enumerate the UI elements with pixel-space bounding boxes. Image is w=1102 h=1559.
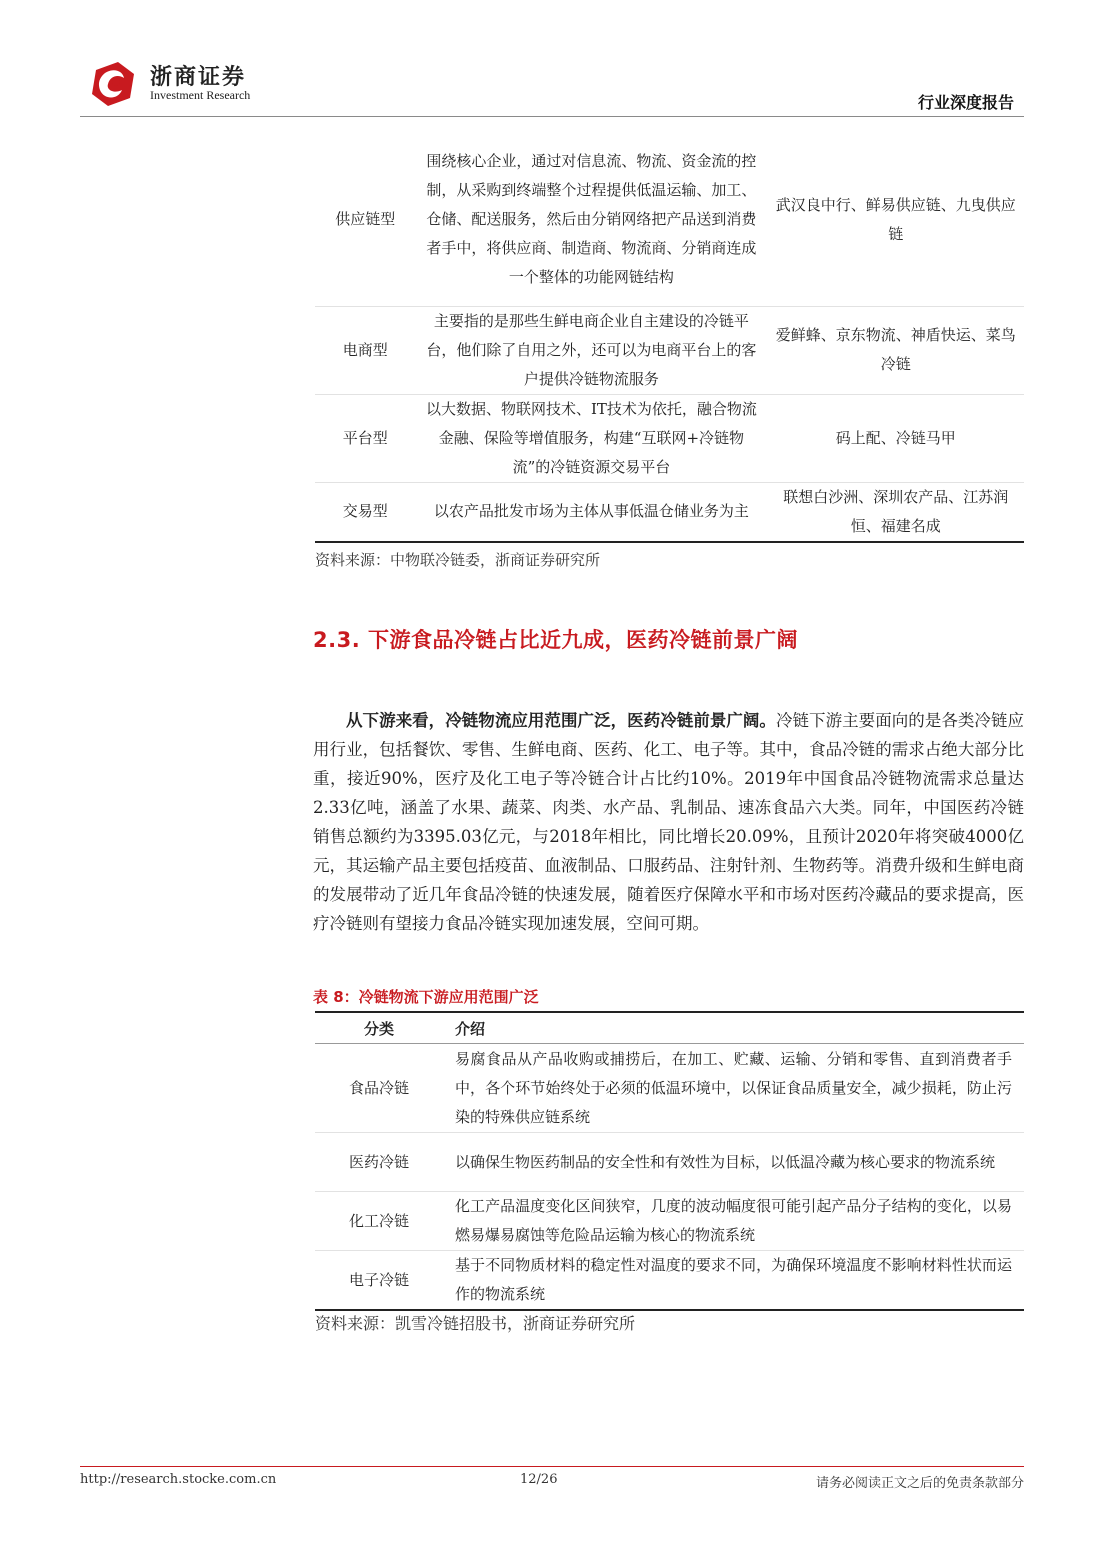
page-header [80,50,1024,116]
model-type: 电商型 [315,306,415,394]
table-row [315,482,1024,542]
model-type: 平台型 [315,394,415,482]
model-desc: 以农产品批发市场为主体从事低温仓储业务为主 [415,482,767,542]
model-type: 供应链型 [315,134,415,306]
model-desc: 以大数据、物联网技术、IT技术为依托，融合物流金融、保险等增值服务，构建“互联网+冷链物流”的冷链资源交易平台 [415,394,767,482]
footer-disclaimer: 请务必阅读正文之后的免责条款部分 [815,1476,1024,1491]
description-cell: 以确保生物医药制品的安全性和有效性为目标，以低温冷藏为核心要求的物流系统 [443,1133,1024,1192]
model-examples: 武汉良中行、鲜易供应链、九曳供应链 [767,134,1024,306]
model-desc: 围绕核心企业，通过对信息流、物流、资金流的控制，从采购到终端整个过程提供低温运输、加工、仓储、配送服务，然后由分销网络把产品送到消费者手中，将供应商、制造商、物流商、分销商连成一个整体的功能网链结构 [415,134,767,306]
brand-name-cn: 浙商证券 [150,65,247,90]
body-paragraph [313,706,1024,938]
footer-url-link[interactable]: http://research.stocke.com.cn [80,1472,277,1487]
table-row [315,1133,1024,1192]
model-examples: 码上配、冷链马甲 [767,394,1024,482]
category-cell: 化工冷链 [315,1192,443,1251]
table-source: 资料来源：凯雪冷链招股书，浙商证券研究所 [315,1314,636,1333]
description-cell: 化工产品温度变化区间狭窄，几度的波动幅度很可能引起产品分子结构的变化，以易燃易爆易腐蚀等危险品运输为核心的物流系统 [443,1192,1024,1251]
paragraph-lead: 从下游来看，冷链物流应用范围广泛，医药冷链前景广阔。 [346,711,776,730]
cold-chain-model-table [315,134,1024,543]
table-row [315,1044,1024,1133]
section-heading: 2.3. 下游食品冷链占比近九成，医药冷链前景广阔 [313,628,798,652]
column-header-description: 介绍 [443,1012,1024,1044]
brand-name-en: Investment Research [150,88,251,102]
category-cell: 食品冷链 [315,1044,443,1133]
footer-divider [80,1466,1024,1467]
table-row [315,394,1024,482]
page-number: 12/26 [520,1472,558,1487]
column-header-category: 分类 [315,1012,443,1044]
category-cell: 电子冷链 [315,1251,443,1311]
zheshang-logo-icon [88,58,138,108]
description-cell: 基于不同物质材料的稳定性对温度的要求不同，为确保环境温度不影响材料性状而运作的物流系统 [443,1251,1024,1311]
category-cell: 医药冷链 [315,1133,443,1192]
model-type: 交易型 [315,482,415,542]
description-cell: 易腐食品从产品收购或捕捞后，在加工、贮藏、运输、分销和零售、直到消费者手中，各个环节始终处于必须的低温环境中，以保证食品质量安全，减少损耗，防止污染的特殊供应链系统 [443,1044,1024,1133]
header-divider [80,116,1024,117]
table-caption: 表 8：冷链物流下游应用范围广泛 [313,988,539,1006]
report-type: 行业深度报告 [917,93,1014,112]
model-desc: 主要指的是那些生鲜电商企业自主建设的冷链平台，他们除了自用之外，还可以为电商平台上的客户提供冷链物流服务 [415,306,767,394]
table-row [315,1251,1024,1311]
model-examples: 爱鲜蜂、京东物流、神盾快运、菜鸟冷链 [767,306,1024,394]
downstream-application-table [315,1011,1024,1311]
paragraph-body: 冷链下游主要面向的是各类冷链应用行业，包括餐饮、零售、生鲜电商、医药、化工、电子等。其中，食品冷链的需求占绝大部分比重，接近90%，医疗及化工电子等冷链合计占比约10%。2019年中国食品冷链物流需求总量达2.33亿吨，涵盖了水果、蔬菜、肉类、水产品、乳制品、速冻食品六大类。同年，中国医药冷链销售总额约为3395.03亿元，与2018年相比，同比增长20.09%，且预计2020年将突破4000亿元，其运输产品主要包括疫苗、血液制品、口服药品、注射针剂、生物药等。消费升级和生鲜电商的发展带动了近几年食品冷链的快速发展，随着医疗保障水平和市场对医药冷藏品的要求提高，医疗冷链则有望接力食品冷链实现加速发展，空间可期。 [313,711,1025,933]
model-examples: 联想白沙洲、深圳农产品、江苏润恒、福建名成 [767,482,1024,542]
table-row [315,1192,1024,1251]
table-source: 资料来源：中物联冷链委，浙商证券研究所 [315,551,601,569]
table-row [315,306,1024,394]
table-row [315,134,1024,306]
